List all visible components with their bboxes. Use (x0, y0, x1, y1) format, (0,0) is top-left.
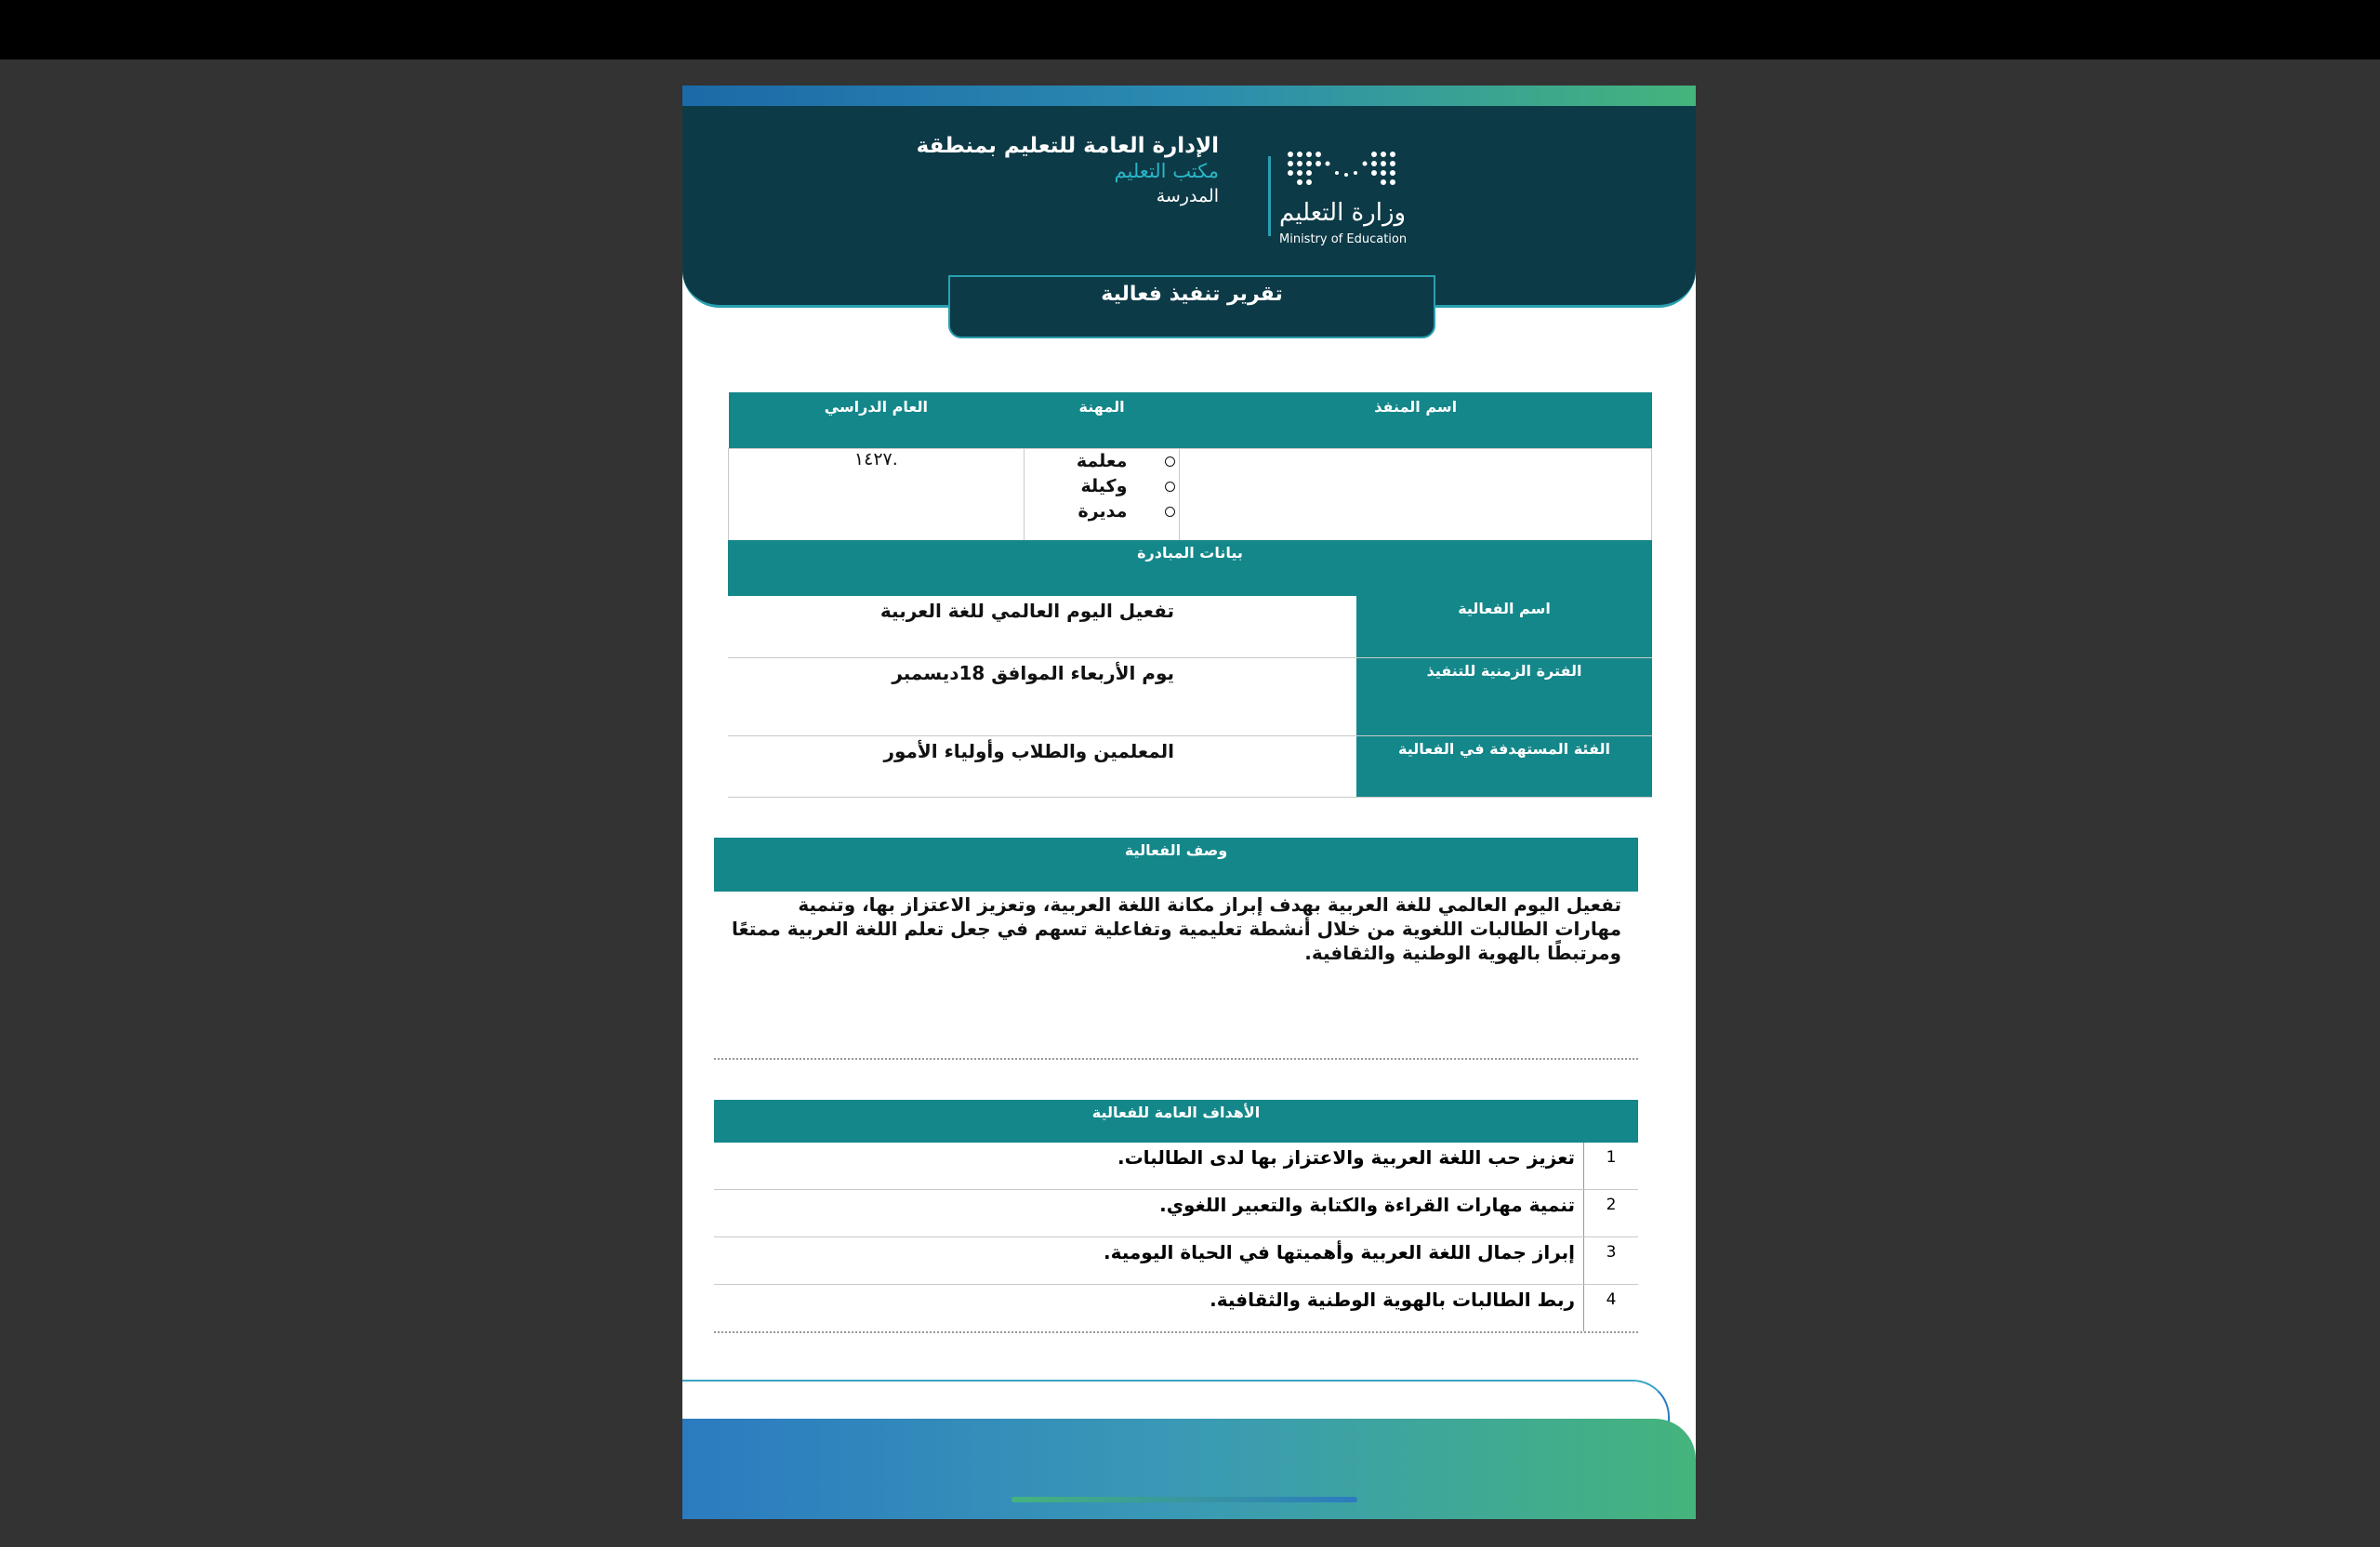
radio-circle-icon (1165, 507, 1175, 517)
header-school: المدرسة (1156, 186, 1219, 206)
period-label: الفترة الزمنية للتنفيذ (1356, 657, 1652, 735)
period-value: يوم الأربعاء الموافق 18ديسمبر (728, 657, 1356, 735)
report-title-box (948, 275, 1435, 338)
profession-options (1024, 448, 1180, 541)
goal-text: ربط الطالبات بالهوية الوطنية والثقافية. (1210, 1289, 1575, 1311)
document-page (682, 86, 1696, 1519)
header-profession: المهنة (1024, 392, 1180, 448)
goal-text: إبراز جمال اللغة العربية وأهميتها في الحياة اليومية. (1104, 1241, 1575, 1263)
description-text: تفعيل اليوم العالمي للغة العربية بهدف إبراز مكانة اللغة العربية، وتعزيز الاعتزاز بها، وتنمية مهارات الطالبات اللغوية من خلال أنشطة تعليمية وتفاعلية تسهم في جعل تعلم اللغة العربية ممتعًا ومرتبطًا بالهوية الوطنية والثقافية. (731, 893, 1621, 964)
goal-text: تعزيز حب اللغة العربية والاعتزاز بها لدى الطالبات. (1117, 1146, 1575, 1169)
year-value: ١٤٢٧. (729, 448, 1025, 541)
ministry-name-en: Ministry of Education (1279, 232, 1408, 246)
radio-circle-icon (1165, 456, 1175, 467)
initiative-section-title: بيانات المبادرة (728, 540, 1652, 596)
header-office: مكتب التعليم (1114, 160, 1219, 182)
goal-row (714, 1285, 1638, 1333)
footer-accent-bar (1012, 1497, 1357, 1502)
goal-number: 4 (1583, 1285, 1638, 1331)
initiative-table (728, 596, 1652, 798)
goal-number: 2 (1583, 1190, 1638, 1236)
target-value: المعلمين والطلاب وأولياء الأمور (728, 735, 1356, 797)
header-directorate: الإدارة العامة للتعليم بمنطقة (916, 134, 1219, 158)
activity-name-label: اسم الفعالية (1356, 596, 1652, 657)
ministry-logo (1268, 147, 1408, 249)
goal-row (714, 1143, 1638, 1190)
goal-row (714, 1237, 1638, 1285)
profession-option-teacher[interactable]: معلمة (1025, 449, 1176, 474)
goal-number: 1 (1583, 1143, 1638, 1189)
info-table (728, 392, 1652, 542)
viewer-top-bar (0, 0, 2380, 60)
logo-separator (1268, 156, 1271, 236)
page-footer (682, 1419, 1696, 1519)
goal-row (714, 1190, 1638, 1237)
goal-number: 3 (1583, 1237, 1638, 1284)
description-divider (714, 1058, 1638, 1060)
profession-option-principal[interactable]: مديرة (1025, 499, 1176, 524)
profession-option-deputy[interactable]: وكيلة (1025, 474, 1176, 499)
report-title: تقرير تنفيذ فعالية (1101, 283, 1283, 306)
goals-list (714, 1143, 1638, 1333)
description-section-title: وصف الفعالية (714, 838, 1638, 892)
goal-text: تنمية مهارات القراءة والكتابة والتعبير اللغوي. (1159, 1194, 1575, 1216)
header-executor: اسم المنفذ (1180, 392, 1652, 448)
target-label: الفئة المستهدفة في الفعالية (1356, 735, 1652, 797)
activity-name-value: تفعيل اليوم العالمي للغة العربية (728, 596, 1356, 657)
radio-circle-icon (1165, 482, 1175, 492)
logo-dots-icon (1281, 147, 1411, 193)
goals-section-title: الأهداف العامة للفعالية (714, 1100, 1638, 1143)
ministry-name-ar: وزارة التعليم (1279, 199, 1407, 227)
header-year: العام الدراسي (729, 392, 1025, 448)
executor-value[interactable] (1180, 448, 1652, 541)
header-stripe (682, 86, 1696, 106)
